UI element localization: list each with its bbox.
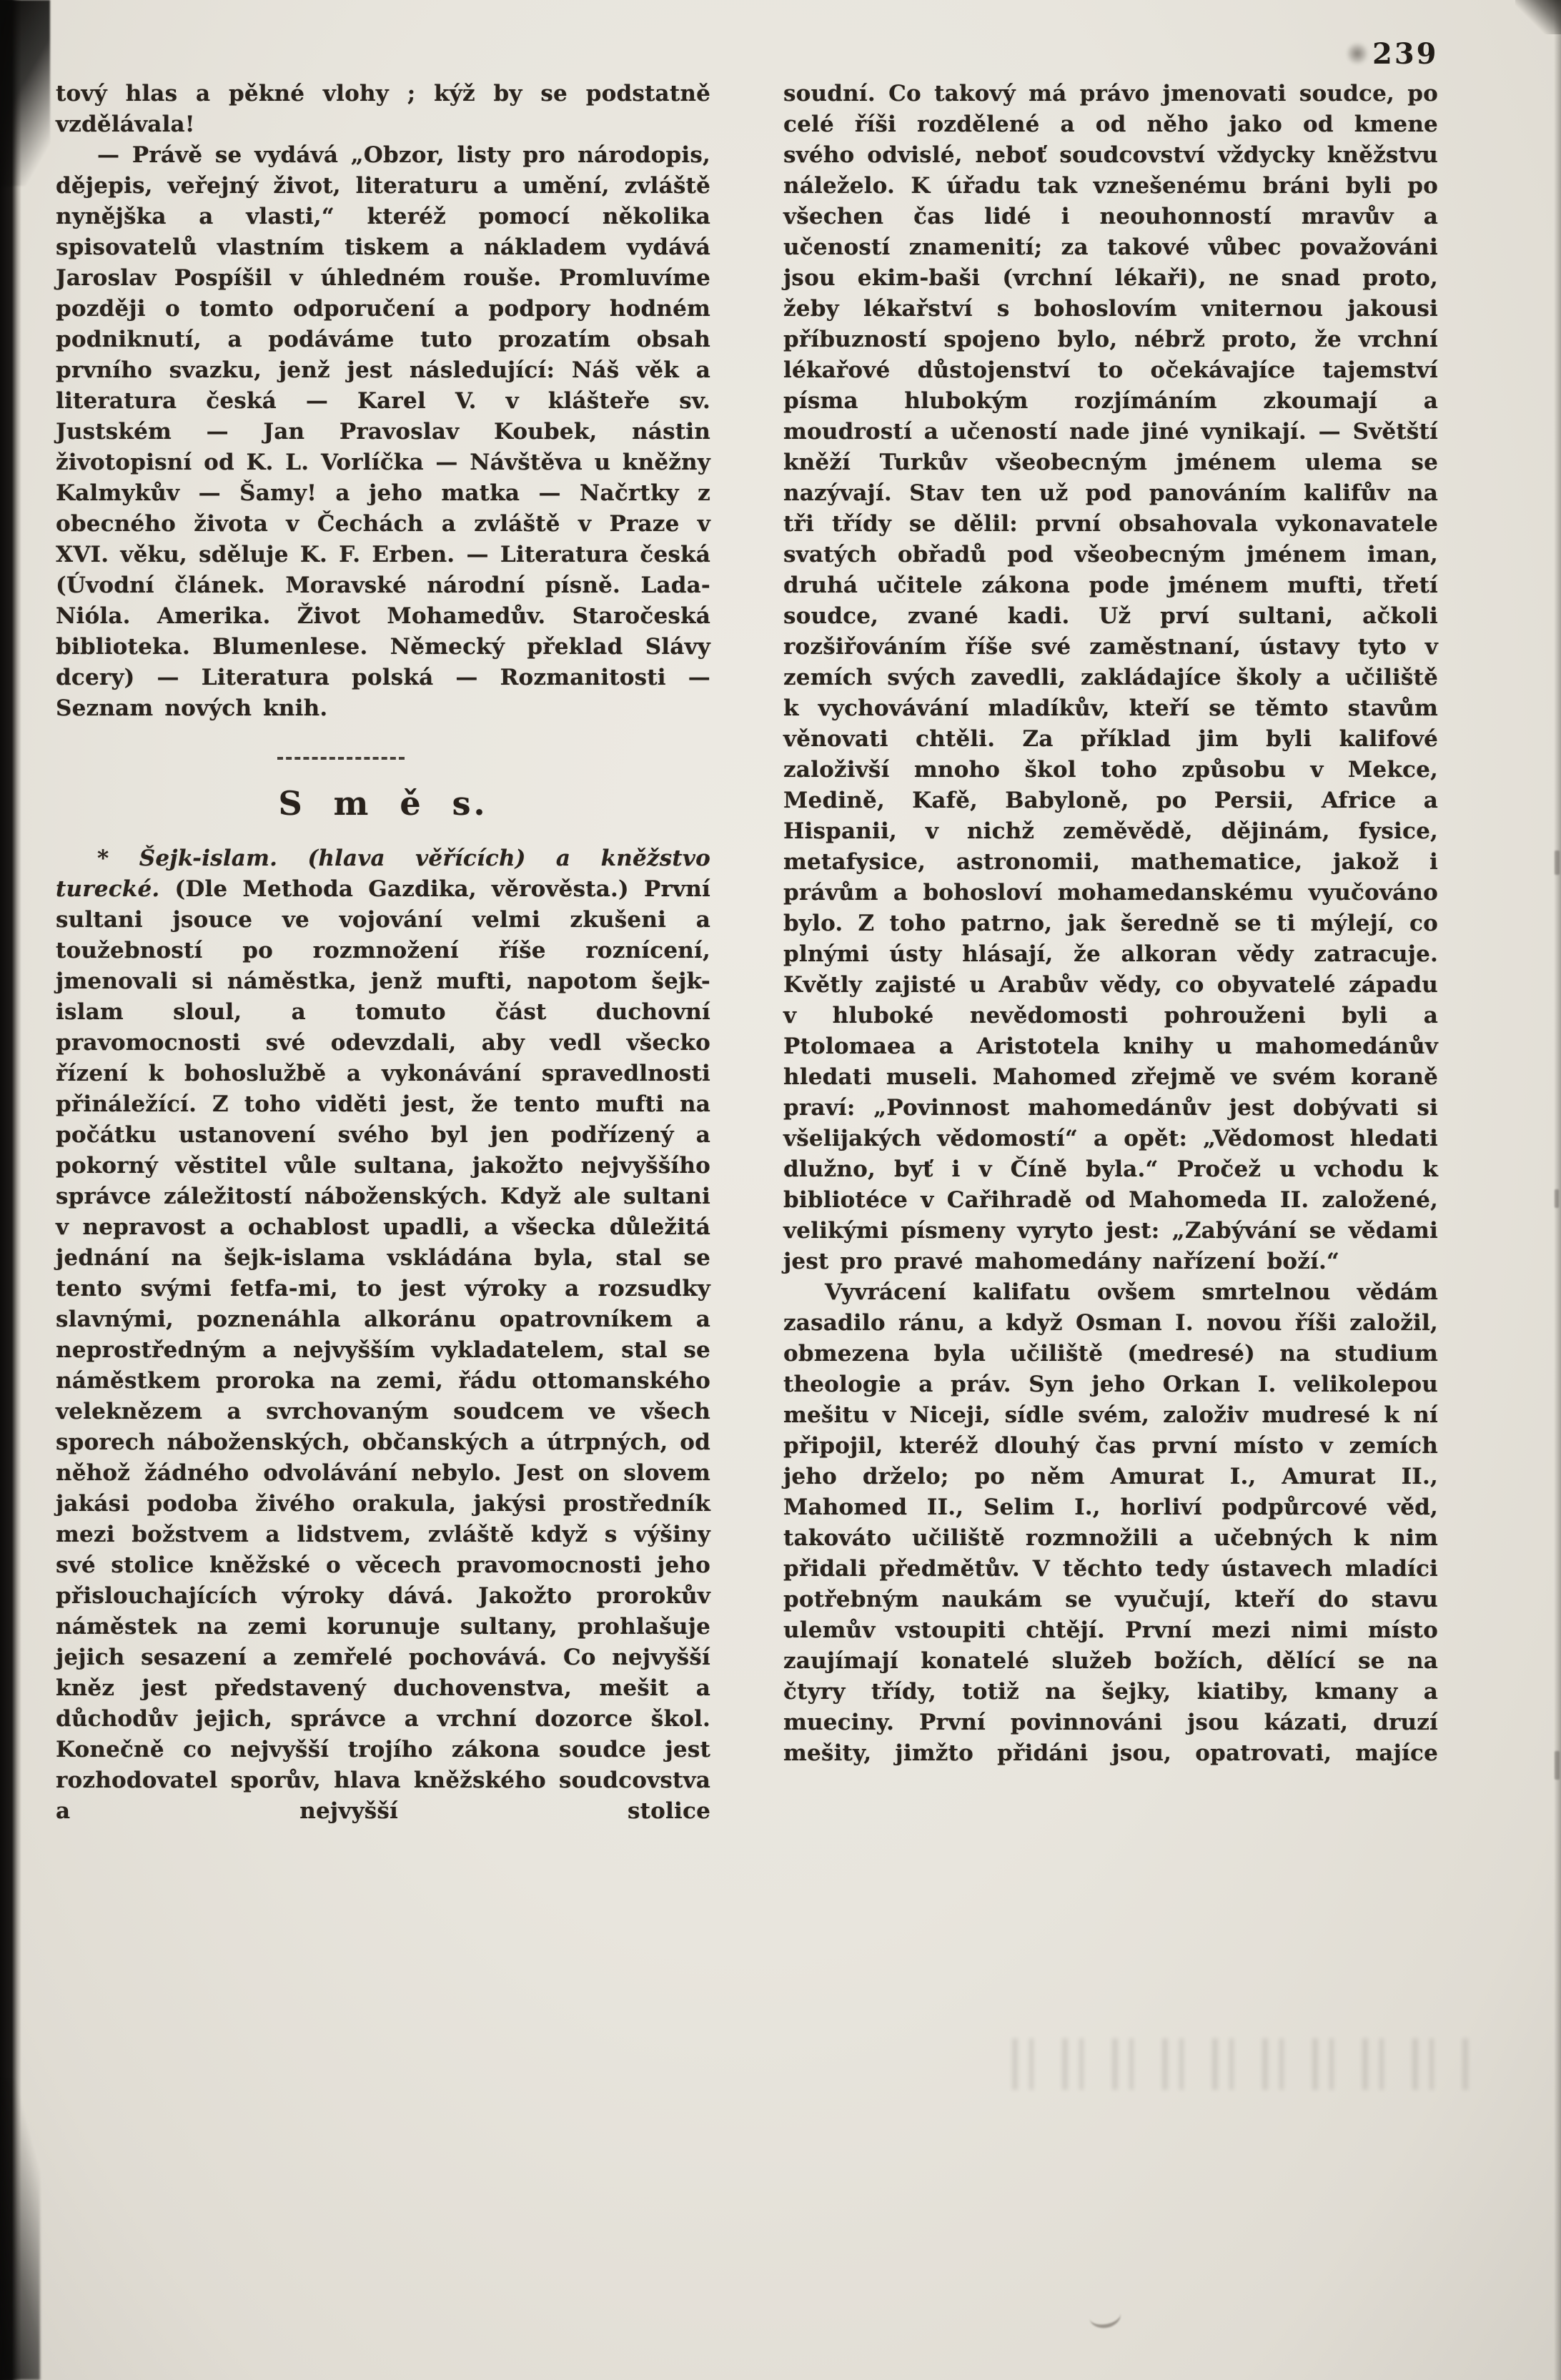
sejk-islam-article [56, 843, 710, 1827]
article-title: * Šejk-islam. (hlava věřících) a kněžstvo turecké. [56, 846, 710, 902]
edge-speck [1555, 1189, 1559, 1208]
continued-paragraph: tový hlas a pěkné vlohy ; kýž by se podstatně vzdělávala! [56, 81, 710, 137]
ink-bleed-through-marks [1001, 2038, 1472, 2090]
article-body: (Dle Methoda Gazdika, věrověsta.) První sultani jsouce ve vojování velmi zkušeni a toužebností po rozmnožení říše roznícení, jmenovali si náměstka, jenž mufti, napotom šejk-islam sloul, a tomuto část duchovní pravomocnosti své odevzdali, aby vedl všecko řízení k bohoslužbě a vykonávání spravedlnosti přináležící. Z toho viděti jest, že tento mufti na počátku ustanovení svého byl jen podřízený a pokorný věstitel vůle sultana, jakožto nejvyššího správce záležitostí náboženských. Když ale sultani v nepravost a ochablost upadli, a všecka důležitá jednání na šejk-islama vskládána byla, stal se tento svými fetfa-mi, to jest výroky a rozsudky slavnými, poznenáhla alkoránu opatrovníkem a neprostředným a nejvyšším vykladatelem, stal se náměstkem proroka na zemi, řádu ottomanského veleknězem a svrchovaným soudcem ve všech sporech náboženských, občanských a útrpných, od něhož žádného odvolávání nebylo. Jest on slovem jakási podoba živého orakula, jakýsi prostředník mezi božstvem a lidstvem, zvláště když s výšiny své stolice kněžské o věcech pravomocnosti jeho přislouchajících výroky dává. Jakožto prorokův náměstek na zemi korunuje sultany, prohlašuje jejich sesazení a zemřelé pochovává. Co nejvyšší kněz jest představený duchovenstva, mešit a důchodův jejich, správce a vrchní dozorce škol. Konečně co nejvyšší trojího zákona soudce jest rozhodovatel sporův, hlava kněžského soudcovstva a nejvyšší stolice [56, 876, 710, 1824]
edge-speck [1555, 1751, 1560, 1780]
section-divider-rule [277, 757, 405, 760]
obzor-announcement-paragraph: — Právě se vydává „Obzor, listy pro národopis, dějepis, veřejný život, literaturu a umění, zvláště nynějška a vlasti,“ kteréž pomocí několika spisovatelů vlastním tiskem a nákladem vydává Jaroslav Pospíšil v úhledném rouše. Promluvíme později o tomto odporučení a podpory hodném podniknutí, a podáváme tuto prozatím obsah prvního svazku, jenž jest následující: Náš věk a literatura česká — Karel V. v klášteře sv. Justském — Jan Pravoslav Koubek, nástin životopisní od K. L. Vorlíčka — Návštěva u kněžny Kalmykův — Šamy! a jeho matka — Načrtky z obecného života v Čechách a zvláště v Praze v XVI. věku, sděluje K. F. Erben. — Literatura česká (Úvodní článek. Moravské národní písně. Lada-Nióla. Amerika. Život Mohamedův. Staročeská biblioteka. Blumenlese. Německý překlad Slávy dcery) — Literatura polská — Rozmanitosti — Seznam nových knih. [56, 142, 710, 721]
left-column [56, 79, 710, 1827]
page-number: 239 [1372, 37, 1439, 71]
kalifat-paragraph: Vyvrácení kalifatu ovšem smrtelnou vědám zasadilo ránu, a když Osman I. novou říši založil, obmezena byla učiliště (medresé) na studium theologie a práv. Syn jeho Orkan I. velikolepou mešitu v Niceji, sídle svém, založiv mudresé k ní připojil, kteréž dlouhý čas první místo v zemích jeho drželo; po něm Amurat I., Amurat II., Mahomed II., Selim I., horliví podpůrcové věd, takováto učiliště rozmnožili a učebných k nim přidali předmětův. V těchto tedy ústavech mladíci potřebným naukám se vyučují, kteří do stavu ulemův vstoupiti chtějí. První mezi nimi místo zaujímají konatelé služeb božích, dělící se na čtyry třídy, totiž na šejky, kiatiby, kmany a mueciny. První povinnováni jsou kázati, druzí mešity, jimžto přidáni jsou, opatrovati, majíce [783, 1279, 1438, 1766]
right-column [783, 79, 1438, 1769]
right-column-continuation-paragraph: soudní. Co takový má právo jmenovati soudce, po celé říši rozdělené a od něho jako od kmene svého odvislé, neboť soudcovství vždycky kněžstvu náleželo. K úřadu tak vznešenému bráni byli po všechen čas lidé i neouhonností mravův a učeností znamenití; za takové vůbec považováni jsou ekim-baši (vrchní lékaři), ne snad proto, žeby lékařství s bohoslovím vniternou jakousi příbuzností spojeno bylo, nébrž proto, že vrchní lékařové důstojenství to očekávajíce tajemství písma hlubokým rozjímáním zkoumají a moudrostí a učeností nade jiné vynikají. — Světští kněží Turkův všeobecným jménem ulema se nazývají. Stav ten už pod panováním kalifův na tři třídy se dělil: první obsahovala vykonavatele svatých obřadů pod všeobecným jménem iman, druhá učitele zákona pode jménem mufti, třetí soudce, zvané kadi. Už prví sultani, ačkoli rozšiřováním říše své zaměstnaní, ústavy tyto v zemích svých zavedli, zakládajíce školy a učiliště k vychovávání mladíkův, kteří se těmto stavům věnovati chtěli. Za příklad jim byli kalifové založivší mnoho škol toho způsobu v Mekce, Medině, Kafě, Babyloně, po Persii, Africe a Hispanii, v nichž zeměvědě, dějinám, fysice, metafysice, astronomii, mathematice, jakož i právům a bohosloví mohamedanskému vyučováno bylo. Z toho patrno, jak šeredně se ti mýlejí, co plnými ústy hlásají, že alkoran vědy zatracuje. Květly zajisté u Arabův vědy, co obyvatelé západu v hluboké nevědomosti pohrouženi byli a Ptolomaea a Aristotela knihy u mahomedánův hledati museli. Mahomed zřejmě ve svém koraně praví: „Povinnost mahomedánův jest dobývati si všelijakých vědomostí“ a opět: „Vědomost hledati dlužno, byť i v Číně byla.“ Pročež u vchodu k bibliotéce v Cařihradě od Mahomeda II. založené, velikými písmeny vyryto jest: „Zabývání se vědami jest pro pravé mahomedány nařízení boží.“ [783, 81, 1438, 1274]
scan-edge-artifact-bottom-left [0, 2080, 40, 2380]
book-binding-shadow [0, 0, 21, 2380]
edge-speck [1555, 851, 1560, 875]
handwritten-mark [1087, 2301, 1122, 2330]
section-heading: S m ě s. [278, 784, 488, 823]
scan-edge-artifact-top-left [0, 0, 50, 186]
ink-smudge [1347, 41, 1368, 66]
